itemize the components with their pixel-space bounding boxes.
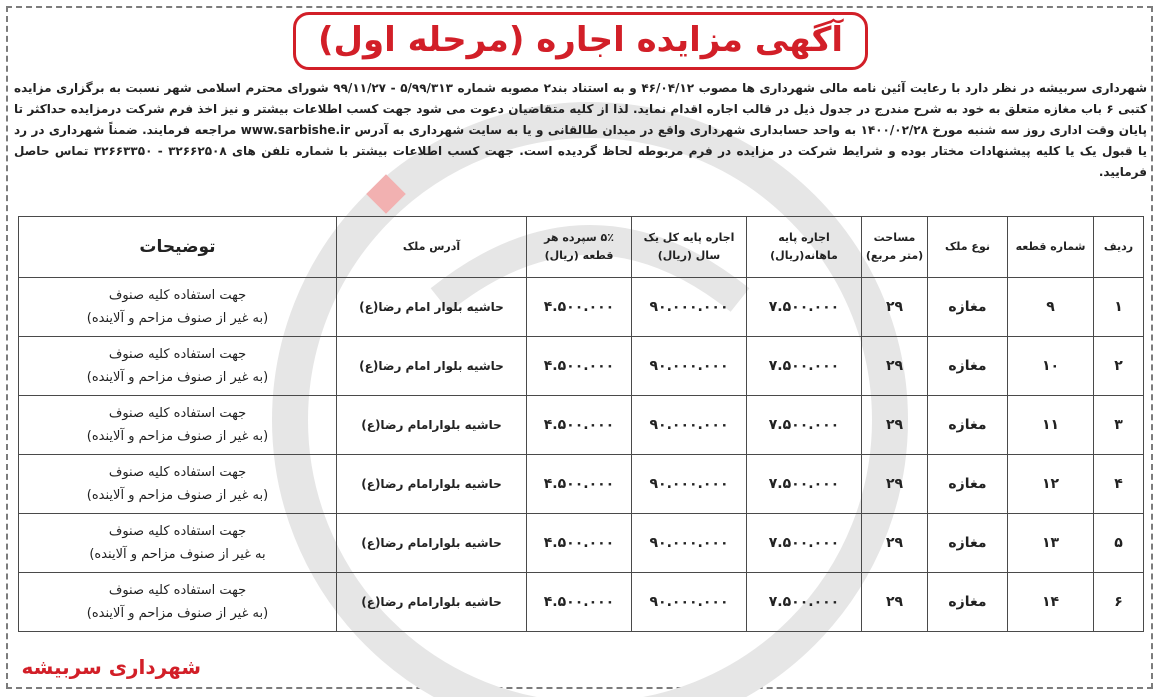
cell-yearly-rent: ۹۰.۰۰۰.۰۰۰ (632, 573, 747, 632)
cell-description: جهت استفاده کلیه صنوف (به غیر از صنوف مزاحم و آلاینده) (19, 455, 337, 514)
cell-type: مغازه (928, 455, 1008, 514)
table-row (19, 278, 1144, 337)
table-row (19, 573, 1144, 632)
header-yearly-rent: اجاره پایه کل یک سال (ریال) (632, 217, 747, 278)
intro-paragraph: شهرداری سربیشه در نظر دارد با رعایت آئین نامه مالی شهرداری ها مصوب ۴۶/۰۴/۱۲ و به استناد بند۲ مصوبه شماره ۵/۹۹/۳۱۳ - ۹۹/۱۱/۲۷ شورای محترم اسلامی شهر نسبت به برگزاری مزایده کتبی ۶ باب مغازه متعلق به خود به شرح مندرج در جدول ذیل در قالب اجاره اقدام نماید. لذا از کلیه متقاضیان دعوت می شود جهت کسب اطلاعات بیشتر و نیز اخذ فرم شرکت درمزایده حداکثر تا پایان وقت اداری روز سه شنبه مورخ ۱۴۰۰/۰۲/۲۸ به واحد حسابداری شهرداری واقع در میدان طالقانی و یا به سایت شهرداری به آدرس www.sarbishe.ir مراجعه فرمایند. ضمناً شهرداری در رد یا قبول یک یا کلیه پیشنهادات مختار بوده و شرایط شرکت در مزایده در فرم مربوطه لحاظ گردیده است. جهت کسب اطلاعات بیشتر با شماره تلفن های ۳۲۶۶۲۵۰۸ - ۳۲۶۶۳۳۵۰ تماس حاصل فرمایید. (14, 81, 1148, 179)
cell-monthly-rent: ۷.۵۰۰.۰۰۰ (747, 514, 862, 573)
cell-area: ۲۹ (862, 337, 928, 396)
cell-monthly-rent: ۷.۵۰۰.۰۰۰ (747, 278, 862, 337)
cell-yearly-rent: ۹۰.۰۰۰.۰۰۰ (632, 396, 747, 455)
cell-address: حاشیه بلوارامام رضا(ع) (337, 455, 527, 514)
cell-parcel: ۹ (1008, 278, 1094, 337)
cell-parcel: ۱۴ (1008, 573, 1094, 632)
header-monthly-rent: اجاره پایه ماهانه(ریال) (747, 217, 862, 278)
cell-yearly-rent: ۹۰.۰۰۰.۰۰۰ (632, 278, 747, 337)
cell-deposit: ۴.۵۰۰.۰۰۰ (527, 455, 632, 514)
cell-parcel: ۱۲ (1008, 455, 1094, 514)
cell-type: مغازه (928, 337, 1008, 396)
cell-yearly-rent: ۹۰.۰۰۰.۰۰۰ (632, 455, 747, 514)
cell-description: جهت استفاده کلیه صنوف (به غیر از صنوف مزاحم و آلاینده) (19, 573, 337, 632)
header-deposit: ۵٪ سپرده هر قطعه (ریال) (527, 217, 632, 278)
cell-area: ۲۹ (862, 573, 928, 632)
cell-type: مغازه (928, 573, 1008, 632)
cell-yearly-rent: ۹۰.۰۰۰.۰۰۰ (632, 337, 747, 396)
table-row (19, 337, 1144, 396)
cell-deposit: ۴.۵۰۰.۰۰۰ (527, 337, 632, 396)
table-header-row (19, 217, 1144, 278)
header-area: مساحت (متر مربع) (862, 217, 928, 278)
header-description: توضیحات (19, 217, 337, 278)
cell-address: حاشیه بلوارامام رضا(ع) (337, 396, 527, 455)
header-address: آدرس ملک (337, 217, 527, 278)
cell-row-number: ۵ (1094, 514, 1144, 573)
cell-description: جهت استفاده کلیه صنوف (به غیر از صنوف مزاحم و آلاینده) (19, 278, 337, 337)
table-row (19, 514, 1144, 573)
cell-row-number: ۱ (1094, 278, 1144, 337)
cell-address: حاشیه بلوار امام رضا(ع) (337, 278, 527, 337)
municipality-signature: شهرداری سربیشه (21, 655, 201, 679)
cell-parcel: ۱۰ (1008, 337, 1094, 396)
cell-row-number: ۳ (1094, 396, 1144, 455)
cell-row-number: ۲ (1094, 337, 1144, 396)
cell-address: حاشیه بلوارامام رضا(ع) (337, 573, 527, 632)
cell-deposit: ۴.۵۰۰.۰۰۰ (527, 573, 632, 632)
cell-yearly-rent: ۹۰.۰۰۰.۰۰۰ (632, 514, 747, 573)
header-type: نوع ملک (928, 217, 1008, 278)
auction-table (18, 216, 1144, 632)
cell-type: مغازه (928, 396, 1008, 455)
cell-area: ۲۹ (862, 514, 928, 573)
ad-title: آگهی مزایده اجاره (مرحله اول) (293, 12, 868, 70)
cell-monthly-rent: ۷.۵۰۰.۰۰۰ (747, 455, 862, 514)
cell-description: جهت استفاده کلیه صنوف به غیر از صنوف مزاحم و آلاینده) (19, 514, 337, 573)
cell-type: مغازه (928, 514, 1008, 573)
cell-address: حاشیه بلوارامام رضا(ع) (337, 514, 527, 573)
cell-area: ۲۹ (862, 396, 928, 455)
cell-parcel: ۱۳ (1008, 514, 1094, 573)
cell-deposit: ۴.۵۰۰.۰۰۰ (527, 396, 632, 455)
cell-address: حاشیه بلوار امام رضا(ع) (337, 337, 527, 396)
header-row-number: ردیف (1094, 217, 1144, 278)
table-row (19, 396, 1144, 455)
cell-monthly-rent: ۷.۵۰۰.۰۰۰ (747, 337, 862, 396)
cell-area: ۲۹ (862, 278, 928, 337)
cell-area: ۲۹ (862, 455, 928, 514)
header-parcel: شماره قطعه (1008, 217, 1094, 278)
cell-monthly-rent: ۷.۵۰۰.۰۰۰ (747, 573, 862, 632)
cell-monthly-rent: ۷.۵۰۰.۰۰۰ (747, 396, 862, 455)
cell-type: مغازه (928, 278, 1008, 337)
cell-row-number: ۶ (1094, 573, 1144, 632)
table-row (19, 455, 1144, 514)
cell-description: جهت استفاده کلیه صنوف (به غیر از صنوف مزاحم و آلاینده) (19, 396, 337, 455)
cell-deposit: ۴.۵۰۰.۰۰۰ (527, 278, 632, 337)
cell-description: جهت استفاده کلیه صنوف (به غیر از صنوف مزاحم و آلاینده) (19, 337, 337, 396)
cell-row-number: ۴ (1094, 455, 1144, 514)
cell-deposit: ۴.۵۰۰.۰۰۰ (527, 514, 632, 573)
cell-parcel: ۱۱ (1008, 396, 1094, 455)
